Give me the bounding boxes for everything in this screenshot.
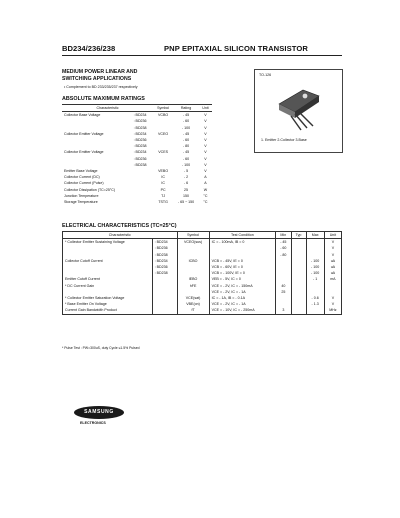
cell-rating: - 45 [182,131,190,136]
col-symbol: Symbol [177,232,209,239]
cell-symbol: TJ [161,193,166,198]
cell-device: : BD236 [152,264,177,270]
cell-test-condition: IC = - 1A, IB = - 0.1A [209,295,275,301]
cell-rating: - 60 [182,138,190,143]
cell-device: : BD234 [133,150,147,155]
cell-symbol: VCBO [158,113,169,118]
cell-typ [291,239,306,246]
cell-unit: V [204,169,207,174]
header-rule [62,55,342,56]
cell-unit: uA [324,264,341,270]
cell-min: 40 [276,283,292,289]
cell-test-condition: VCE = - 10V, IC = - 250mA [209,307,275,314]
cell-device: : BD236 [133,156,147,161]
cell-characteristic: * Collector Emitter Saturation Voltage [63,295,153,301]
col-symbol: Symbol [153,105,173,112]
cell-rating: - 60 [182,156,190,161]
elec-char-heading: ELECTRICAL CHARACTERISTICS (TC=25°C) [62,223,177,229]
cell-test-condition: VCE = - 2V, IC = - 150mA [209,283,275,289]
cell-characteristic: Collector Emitter Voltage [64,150,104,155]
cell-unit: V [204,150,207,155]
cell-rating: - 45 [182,113,190,118]
application-heading-line1: MEDIUM POWER LINEAR AND [62,69,138,75]
cell-test-condition: VCB = - 100V, IE = 0 [209,270,275,276]
cell-device: : BD236 [133,119,147,124]
abs-max-table [62,104,212,205]
cell-min: - 45 [276,239,292,246]
cell-characteristic: Collector Cutoff Current [63,258,153,264]
cell-unit: V [204,138,207,143]
cell-unit: uA [324,258,341,264]
cell-device: : BD238 [152,270,177,276]
application-heading-line2: SWITCHING APPLICATIONS [62,76,132,82]
col-test-condition: Test Condition [209,232,275,239]
cell-device: : BD234 [133,113,147,118]
cell-characteristic: Collector Current (DC) [64,175,100,180]
package-name: TO-126 [259,73,272,77]
cell-device: : BD234 [152,239,177,246]
cell-symbol: ICBO [177,258,209,264]
cell-min: 3 [276,307,292,314]
cell-device: : BD236 [133,138,147,143]
cell-max [306,307,324,314]
cell-max: - 100 [306,258,324,264]
cell-symbol: VBE(on) [177,301,209,307]
cell-characteristic: Collector Base Voltage [64,113,101,118]
cell-unit: A [204,175,207,180]
cell-min: 25 [276,289,292,295]
cell-unit: V [204,131,207,136]
logo-subtitle: ELECTRONICS [80,421,106,425]
cell-characteristic: Current Gain Bandwidth Product [63,307,153,314]
cell-unit: V [324,252,341,258]
cell-rating: - 65 ~ 150 [177,200,195,205]
col-characteristic: Characteristic [63,232,178,239]
col-unit: Unit [199,105,212,112]
table-row [62,112,212,119]
cell-max [306,239,324,246]
cell-device: : BD234 [152,258,177,264]
cell-unit: V [324,301,341,307]
cell-test-condition: VCE = - 2V, IC = - 1A [209,289,275,295]
document-title: PNP EPITAXIAL SILICON TRANSISTOR [164,44,308,53]
cell-unit: V [204,144,207,149]
cell-test-condition: VCB = - 60V, IE = 0 [209,264,275,270]
cell-symbol: hFE [177,283,209,289]
cell-rating: 150 [183,193,190,198]
cell-unit: W [203,187,208,192]
cell-device [132,199,153,205]
cell-characteristic: Emitter Cutoff Current [63,276,153,282]
cell-test-condition: VCB = - 45V, IE = 0 [209,258,275,264]
cell-typ [291,307,306,314]
cell-symbol: PC [160,187,166,192]
cell-rating: - 100 [181,162,191,167]
cell-rating: - 100 [181,125,191,130]
cell-unit: V [324,239,341,246]
cell-symbol: VCES [158,150,169,155]
cell-device: : BD238 [133,162,147,167]
col-typ: Typ [291,232,306,239]
cell-unit: V [204,156,207,161]
pulse-test-footnote: * Pulse Test : PW=300uS, duty Cycle ≤1.5% Pulsed [62,346,140,350]
cell-rating: - 5 [183,169,189,174]
cell-rating: - 80 [182,144,190,149]
cell-unit: mA [324,276,341,282]
cell-symbol: TSTG [158,200,168,205]
cell-characteristic: * Base Emitter On Voltage [63,301,153,307]
cell-characteristic: Collector Dissipation (TC=25°C) [64,187,116,192]
cell-max: - 1 [306,276,324,282]
cell-characteristic: Storage Temperature [64,200,98,205]
col-rating: Rating [173,105,199,112]
to126-package-drawing [269,82,329,134]
cell-rating: - 2 [183,175,189,180]
cell-rating: - 6 [183,181,189,186]
col-min: Min [276,232,292,239]
abs-max-heading: ABSOLUTE MAXIMUM RATINGS [62,96,145,102]
cell-unit: °C [203,193,208,198]
cell-test-condition: VEB = - 5V, IC = 0 [209,276,275,282]
cell-max: - 1.3 [306,301,324,307]
cell-symbol: fT [177,307,209,314]
cell-device: : BD238 [133,125,147,130]
cell-device: : BD236 [152,245,177,251]
cell-characteristic: Collector Emitter Voltage [64,131,104,136]
cell-rating: - 45 [182,150,190,155]
samsung-logo: SAMSUNG [74,406,124,419]
elec-char-table [62,231,342,315]
cell-rating: 25 [184,187,189,192]
cell-unit: MHz [324,307,341,314]
cell-max: - 100 [306,270,324,276]
cell-max: - 100 [306,264,324,270]
pin-description: 1. Emitter 2.Collector 3.Base [261,138,307,142]
application-heading [62,69,137,83]
cell-device: : BD238 [133,144,147,149]
cell-unit: V [204,119,207,124]
cell-rating: - 60 [182,119,190,124]
cell-symbol: IC [161,175,165,180]
cell-unit: V [204,162,207,167]
col-characteristic: Characteristic [62,105,153,112]
cell-min: - 80 [276,252,292,258]
cell-symbol: IEBO [177,276,209,282]
cell-symbol: VCE(sat) [177,295,209,301]
col-max: Max [306,232,324,239]
cell-characteristic: * DC Current Gain [63,283,153,289]
cell-device: : BD234 [133,131,147,136]
part-numbers: BD234/236/238 [62,44,116,53]
cell-unit: A [204,181,207,186]
cell-device: : BD238 [152,252,177,258]
cell-characteristic: Emitter Base Voltage [64,169,98,174]
complement-note: • Complement to BD 233/235/237 respectively [64,85,138,89]
table-row [63,307,342,314]
cell-unit: V [204,125,207,130]
cell-max: - 0.6 [306,295,324,301]
cell-device [152,307,177,314]
cell-unit: uA [324,270,341,276]
cell-symbol: VCEO(sus) [177,239,209,246]
col-unit: Unit [324,232,341,239]
cell-test-condition: VCE = - 2V, IC = - 1A [209,301,275,307]
package-box [254,69,343,153]
table-row [62,199,212,205]
cell-unit: V [324,295,341,301]
cell-symbol: VCEO [158,131,169,136]
cell-characteristic: * Collector Emitter Sustaining Voltage [63,239,153,246]
cell-unit: V [204,113,207,118]
cell-unit: °C [203,200,208,205]
cell-characteristic: Collector Current (Pulse) [64,181,104,186]
cell-test-condition: IC = - 100mA, IB = 0 [209,239,275,246]
cell-characteristic: Junction Temperature [64,193,99,198]
cell-min: - 60 [276,245,292,251]
cell-unit: V [324,245,341,251]
cell-symbol: VEBO [158,169,169,174]
cell-symbol: IC [161,181,165,186]
table-row [63,239,342,246]
